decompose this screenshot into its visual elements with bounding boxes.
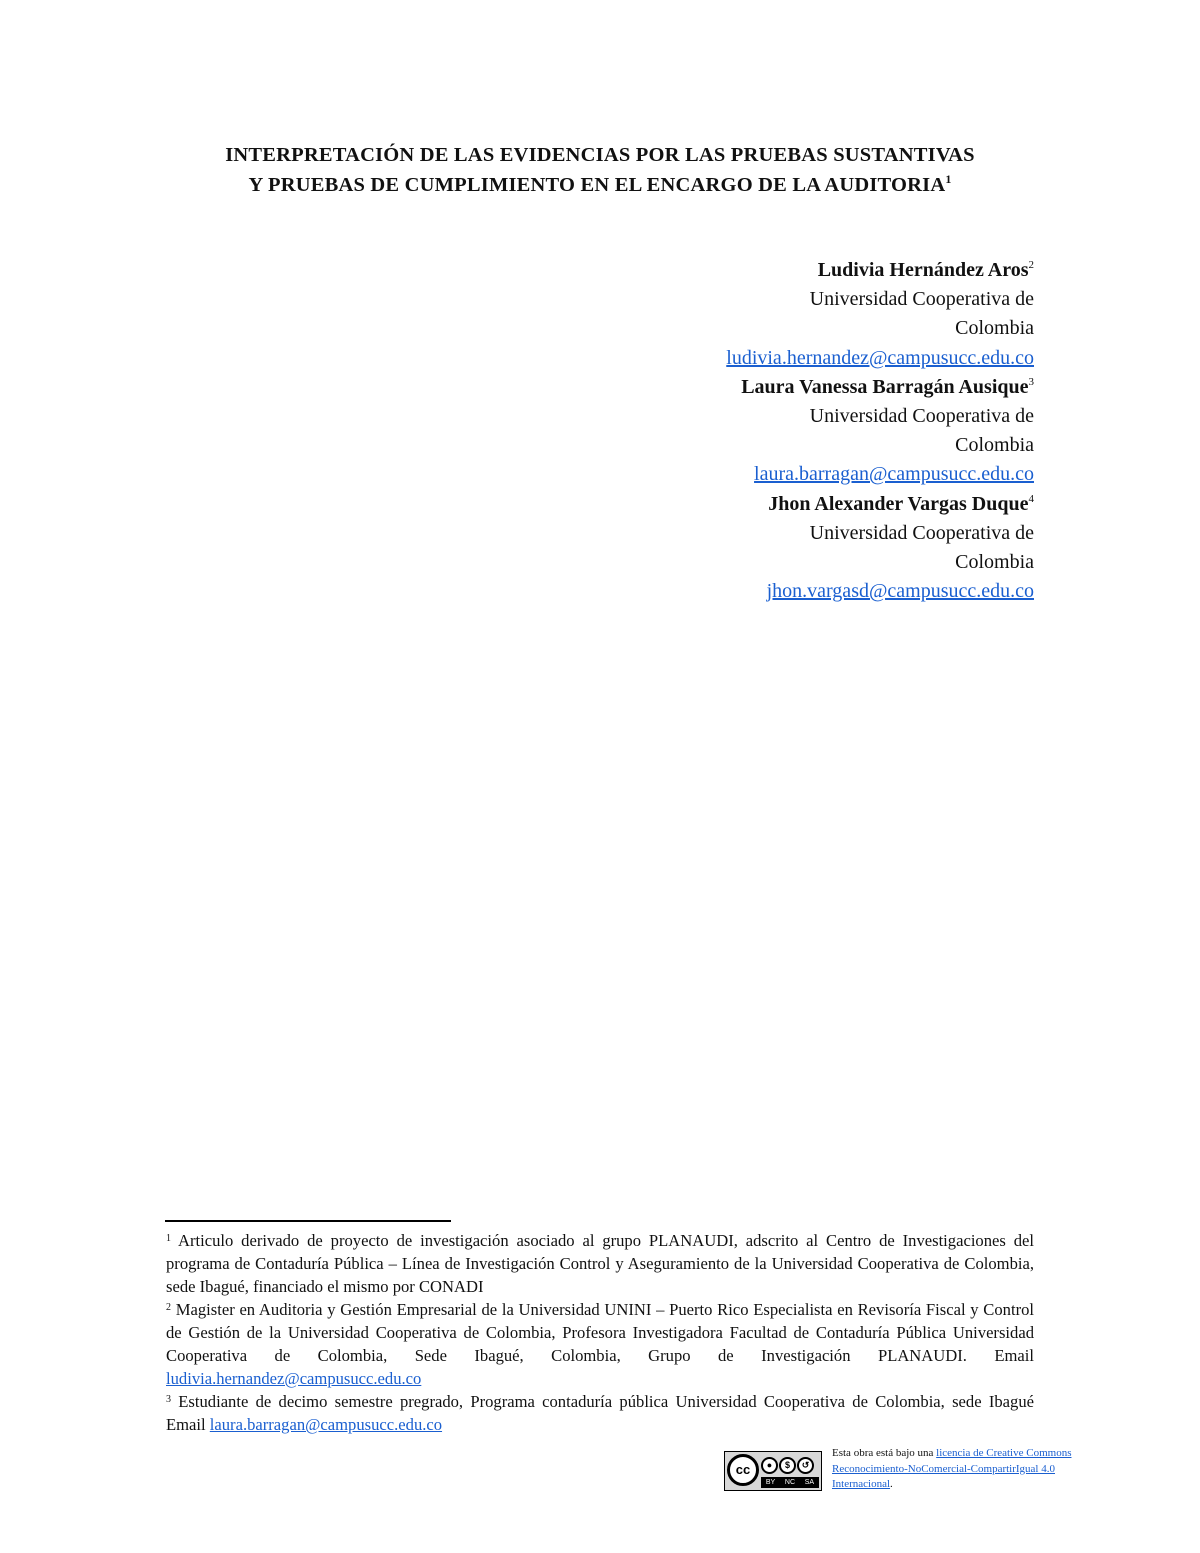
footnote-separator bbox=[165, 1220, 451, 1222]
author-entry bbox=[554, 256, 1034, 373]
author-email-link[interactable]: jhon.vargasd@campusucc.edu.co bbox=[766, 580, 1034, 603]
author-entry bbox=[554, 490, 1034, 607]
footnote-mark: 2 bbox=[166, 1302, 171, 1313]
license-notice bbox=[832, 1446, 1082, 1493]
author-affiliation-country: Colombia bbox=[955, 434, 1034, 457]
author-affiliation: Universidad Cooperativa de bbox=[809, 521, 1034, 544]
footnote-mark: 3 bbox=[166, 1394, 171, 1405]
footnote-text: Articulo derivado de proyecto de investigación asociado al grupo PLANAUDI, adscrito al Centro de Investigaciones del programa de Contaduría Pública – Línea de Investigación Control y Aseguramiento de la Universidad Cooperativa de Colombia, sede Ibagué, financiado el mismo por CONADI bbox=[166, 1231, 1035, 1296]
license-icons bbox=[761, 1455, 819, 1477]
footnote-3 bbox=[166, 1390, 1034, 1436]
footnote-mark: 1 bbox=[166, 1233, 171, 1244]
title-footnote-mark: 1 bbox=[945, 172, 952, 186]
footnote-email-link[interactable]: laura.barragan@campusucc.edu.co bbox=[209, 1415, 443, 1434]
author-name: Ludivia Hernández Aros bbox=[817, 259, 1029, 281]
by-icon: ● bbox=[761, 1457, 778, 1474]
paper-title bbox=[150, 140, 1050, 200]
footnotes bbox=[166, 1229, 1034, 1436]
footnote-text: Magister en Auditoria y Gestión Empresarial de la Universidad UNINI – Puerto Rico Especialista en Revisoría Fiscal y Control de Gestión de la Universidad Cooperativa de Colombia, Profesora Investigadora Facultad de Contaduría Pública Universidad Cooperativa de Colombia, Sede Ibagué, Colombia, Grupo de Investigación PLANAUDI. Email bbox=[166, 1300, 1035, 1365]
cc-icon: cc bbox=[727, 1454, 759, 1486]
author-email-link[interactable]: ludivia.hernandez@campusucc.edu.co bbox=[726, 346, 1034, 369]
license-suffix: . bbox=[890, 1478, 893, 1490]
title-line-2: Y PRUEBAS DE CUMPLIMIENTO EN EL ENCARGO DE LA AUDITORIA bbox=[248, 174, 946, 196]
title-line-1: INTERPRETACIÓN DE LAS EVIDENCIAS POR LAS PRUEBAS SUSTANTIVAS bbox=[225, 144, 975, 166]
footnote-1 bbox=[166, 1229, 1034, 1298]
creative-commons-badge bbox=[724, 1451, 822, 1491]
badge-label-by: BY bbox=[765, 1479, 776, 1486]
author-name: Laura Vanessa Barragán Ausique bbox=[741, 375, 1029, 398]
footnote-2 bbox=[166, 1298, 1034, 1390]
author-affiliation-country: Colombia bbox=[955, 317, 1034, 340]
license-prefix: Esta obra está bajo una bbox=[832, 1447, 937, 1459]
badge-label-sa: SA bbox=[804, 1479, 815, 1486]
nc-icon: $ bbox=[779, 1457, 796, 1474]
footnote-text: Estudiante de decimo semestre pregrado, Programa contaduría pública Universidad Cooperativa de Colombia, sede Ibagué Email bbox=[166, 1392, 1034, 1434]
author-footnote-mark: 4 bbox=[1028, 492, 1034, 505]
author-entry bbox=[554, 373, 1034, 490]
author-footnote-mark: 2 bbox=[1028, 259, 1034, 271]
author-affiliation: Universidad Cooperativa de bbox=[809, 405, 1034, 428]
author-affiliation-country: Colombia bbox=[955, 551, 1034, 574]
author-name: Jhon Alexander Vargas Duque bbox=[768, 492, 1029, 515]
author-affiliation: Universidad Cooperativa de bbox=[809, 288, 1034, 311]
author-footnote-mark: 3 bbox=[1028, 375, 1034, 388]
author-block bbox=[554, 256, 1034, 606]
author-email-link[interactable]: laura.barragan@campusucc.edu.co bbox=[754, 463, 1034, 486]
sa-icon: ↺ bbox=[797, 1457, 814, 1474]
footnote-email-link[interactable]: ludivia.hernandez@campusucc.edu.co bbox=[166, 1369, 422, 1388]
license-badge-labels bbox=[761, 1477, 819, 1488]
badge-label-nc: NC bbox=[784, 1479, 796, 1486]
license-link[interactable]: licencia de Creative Commons Reconocimiento-NoComercial-CompartirIgual 4.0 Internacional bbox=[832, 1447, 1072, 1490]
